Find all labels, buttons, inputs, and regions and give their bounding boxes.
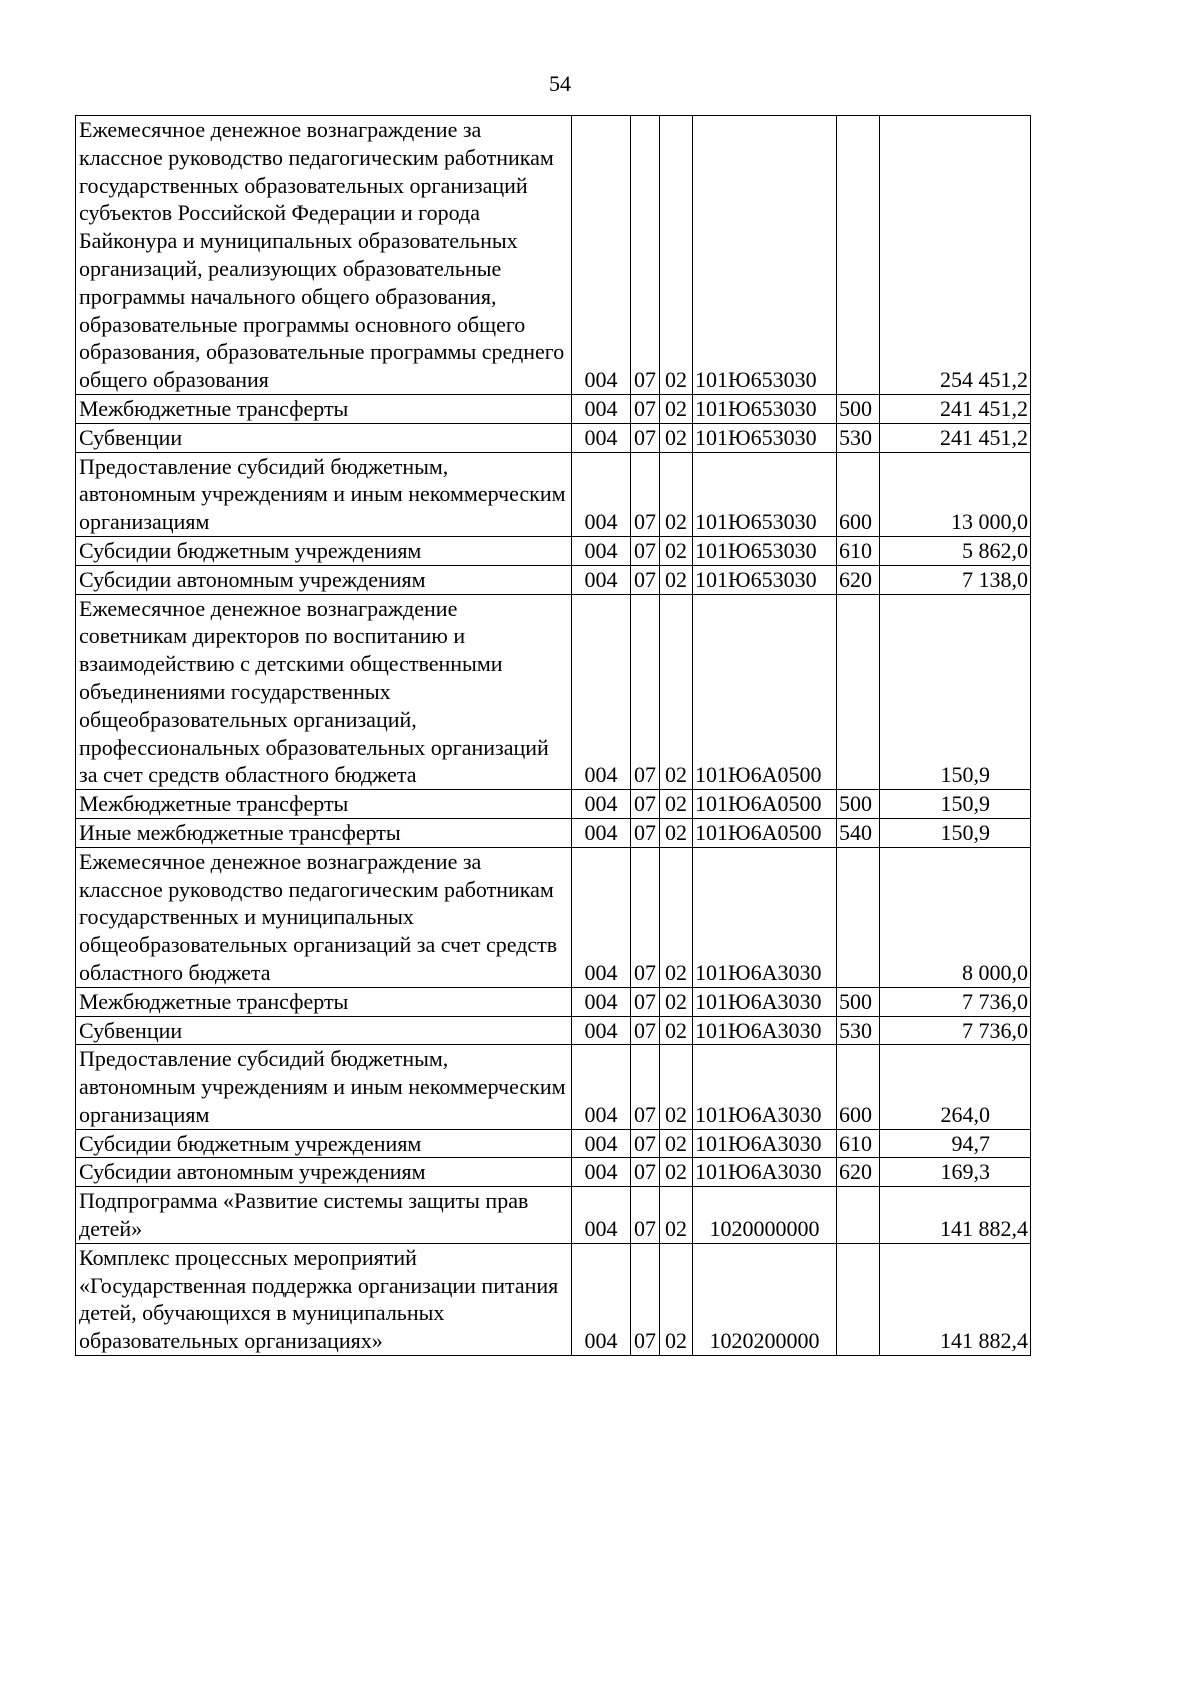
table-row [76,594,1031,790]
amount: 141 882,4 [880,1243,1031,1355]
amount: 150,9 [880,790,1031,819]
section-code: 07 [631,452,660,536]
expense-type-code: 620 [837,1158,880,1187]
amount: 254 451,2 [880,116,1031,395]
expense-type-code: 500 [837,790,880,819]
amount: 94,7 [880,1129,1031,1158]
expense-type-code: 540 [837,818,880,847]
table-row [76,1016,1031,1045]
section-code: 07 [631,394,660,423]
target-item-code: 101Ю653030 [693,116,837,395]
amount: 241 451,2 [880,423,1031,452]
row-name: Предоставление субсидий бюджетным, автономным учреждениям и иным некоммерческим организациям [76,1045,572,1129]
table-row [76,1129,1031,1158]
row-name: Субсидии автономным учреждениям [76,565,572,594]
row-name: Ежемесячное денежное вознаграждение советникам директоров по воспитанию и взаимодействию с детскими общественными объединениями государственных общеобразовательных организаций, профессиональных образовательных организаций за счет средств областного бюджета [76,594,572,790]
table-row [76,847,1031,987]
target-item-code: 101Ю6А3030 [693,1158,837,1187]
ved-code: 004 [572,394,631,423]
expense-type-code [837,847,880,987]
row-name: Субвенции [76,423,572,452]
table-row [76,536,1031,565]
subsection-code: 02 [660,1243,693,1355]
amount: 169,3 [880,1158,1031,1187]
row-name: Межбюджетные трансферты [76,394,572,423]
section-code: 07 [631,847,660,987]
table-row [76,1045,1031,1129]
target-item-code: 101Ю653030 [693,394,837,423]
section-code: 07 [631,790,660,819]
expense-type-code [837,116,880,395]
amount: 141 882,4 [880,1187,1031,1244]
target-item-code: 1020200000 [693,1243,837,1355]
target-item-code: 101Ю653030 [693,536,837,565]
section-code: 07 [631,818,660,847]
ved-code: 004 [572,1016,631,1045]
subsection-code: 02 [660,1045,693,1129]
target-item-code: 101Ю653030 [693,452,837,536]
subsection-code: 02 [660,452,693,536]
amount: 13 000,0 [880,452,1031,536]
page-number: 54 [549,71,571,96]
row-name: Межбюджетные трансферты [76,987,572,1016]
ved-code: 004 [572,847,631,987]
target-item-code: 101Ю6А0500 [693,790,837,819]
ved-code: 004 [572,1243,631,1355]
subsection-code: 02 [660,1016,693,1045]
subsection-code: 02 [660,594,693,790]
ved-code: 004 [572,536,631,565]
section-code: 07 [631,1187,660,1244]
ved-code: 004 [572,565,631,594]
section-code: 07 [631,423,660,452]
expense-type-code: 530 [837,1016,880,1045]
section-code: 07 [631,565,660,594]
ved-code: 004 [572,423,631,452]
ved-code: 004 [572,987,631,1016]
expense-type-code [837,594,880,790]
subsection-code: 02 [660,116,693,395]
target-item-code: 101Ю6А0500 [693,818,837,847]
ved-code: 004 [572,818,631,847]
subsection-code: 02 [660,847,693,987]
table-row [76,116,1031,395]
ved-code: 004 [572,1045,631,1129]
ved-code: 004 [572,594,631,790]
expense-type-code [837,1243,880,1355]
target-item-code: 1020000000 [693,1187,837,1244]
section-code: 07 [631,1016,660,1045]
target-item-code: 101Ю6А3030 [693,847,837,987]
row-name: Подпрограмма «Развитие системы защиты прав детей» [76,1187,572,1244]
section-code: 07 [631,1243,660,1355]
target-item-code: 101Ю653030 [693,423,837,452]
subsection-code: 02 [660,394,693,423]
subsection-code: 02 [660,1187,693,1244]
table-row [76,1243,1031,1355]
ved-code: 004 [572,452,631,536]
subsection-code: 02 [660,1129,693,1158]
row-name: Субсидии бюджетным учреждениям [76,1129,572,1158]
row-name: Иные межбюджетные трансферты [76,818,572,847]
amount: 150,9 [880,594,1031,790]
ved-code: 004 [572,1158,631,1187]
expense-type-code: 600 [837,1045,880,1129]
expense-type-code: 610 [837,1129,880,1158]
row-name: Межбюджетные трансферты [76,790,572,819]
section-code: 07 [631,536,660,565]
section-code: 07 [631,1129,660,1158]
expense-type-code: 530 [837,423,880,452]
table-row [76,790,1031,819]
ved-code: 004 [572,1187,631,1244]
row-name: Предоставление субсидий бюджетным, автономным учреждениям и иным некоммерческим организациям [76,452,572,536]
row-name: Субсидии бюджетным учреждениям [76,536,572,565]
subsection-code: 02 [660,818,693,847]
row-name: Ежемесячное денежное вознаграждение за классное руководство педагогическим работникам государственных и муниципальных общеобразовательных организаций за счет средств областного бюджета [76,847,572,987]
subsection-code: 02 [660,1158,693,1187]
subsection-code: 02 [660,987,693,1016]
table-row [76,818,1031,847]
subsection-code: 02 [660,790,693,819]
amount: 7 138,0 [880,565,1031,594]
section-code: 07 [631,116,660,395]
subsection-code: 02 [660,536,693,565]
table-row [76,394,1031,423]
row-name: Ежемесячное денежное вознаграждение за классное руководство педагогическим работникам государственных образовательных организаций субъектов Российской Федерации и города Байконура и муниципальных образовательных организаций, реализующих образовательные программы начального общего образования, образовательные программы основного общего образования, образовательные программы среднего общего образования [76,116,572,395]
ved-code: 004 [572,116,631,395]
expense-type-code [837,1187,880,1244]
target-item-code: 101Ю6А3030 [693,987,837,1016]
section-code: 07 [631,987,660,1016]
section-code: 07 [631,594,660,790]
table-row [76,565,1031,594]
subsection-code: 02 [660,565,693,594]
table-row [76,1187,1031,1244]
target-item-code: 101Ю6А0500 [693,594,837,790]
subsection-code: 02 [660,423,693,452]
table-row [76,452,1031,536]
target-item-code: 101Ю653030 [693,565,837,594]
row-name: Комплекс процессных мероприятий «Государственная поддержка организации питания детей, обучающихся в муниципальных образовательных организациях» [76,1243,572,1355]
amount: 241 451,2 [880,394,1031,423]
expense-type-code: 500 [837,394,880,423]
amount: 7 736,0 [880,1016,1031,1045]
expense-type-code: 620 [837,565,880,594]
section-code: 07 [631,1045,660,1129]
table-row [76,987,1031,1016]
amount: 150,9 [880,818,1031,847]
expense-type-code: 600 [837,452,880,536]
amount: 264,0 [880,1045,1031,1129]
target-item-code: 101Ю6А3030 [693,1045,837,1129]
row-name: Субсидии автономным учреждениям [76,1158,572,1187]
expense-type-code: 500 [837,987,880,1016]
target-item-code: 101Ю6А3030 [693,1016,837,1045]
target-item-code: 101Ю6А3030 [693,1129,837,1158]
amount: 7 736,0 [880,987,1031,1016]
expense-type-code: 610 [837,536,880,565]
amount: 5 862,0 [880,536,1031,565]
amount: 8 000,0 [880,847,1031,987]
table-body [76,116,1031,1356]
table-row [76,1158,1031,1187]
budget-table [75,115,1031,1356]
ved-code: 004 [572,1129,631,1158]
section-code: 07 [631,1158,660,1187]
row-name: Субвенции [76,1016,572,1045]
table-row [76,423,1031,452]
ved-code: 004 [572,790,631,819]
